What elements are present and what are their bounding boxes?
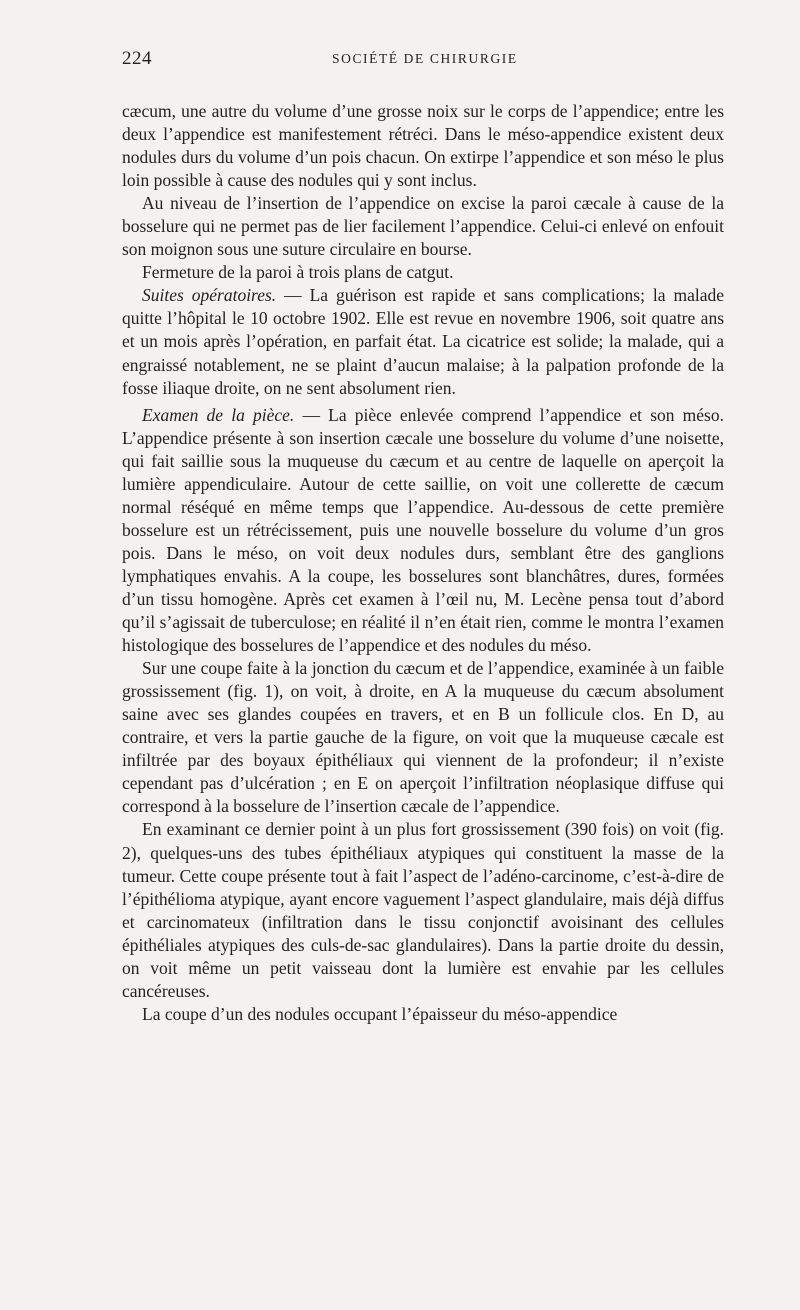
paragraph-suites-operatoires bbox=[122, 284, 724, 399]
paragraph: Sur une coupe faite à la jonction du cæcum et de l’appendice, examinée à un faible grossissement (fig. 1), on voit, à droite, en A la muqueuse du cæcum absolument saine avec ses glandes coupées en travers, et en B un follicule clos. En D, au contraire, et vers la partie gauche de la figure, on voit que la muqueuse cæcale est infiltrée par des boyaux épithéliaux qui viennent de la profondeur; il n’existe cependant pas d’ulcération ; en E on aperçoit l’infiltration néoplasique diffuse qui correspond à la bosselure de l’insertion cæcale de l’appendice. bbox=[122, 658, 724, 817]
page-number: 224 bbox=[122, 48, 152, 69]
paragraph-text: — La pièce enlevée comprend l’appendice et son méso. L’appendice présente à son insertion cæcale une bosselure du volume d’une noisette, qui fait saillie sous la muqueuse du cæcum et au centre de laquelle on aperçoit la lumière appendiculaire. Autour de cette saillie, on voit une collerette de cæcum normal réséqué en même temps que l’appendice. Au-dessous de cette première bosselure est un rétrécissement, puis une nouvelle bosselure du volume d’un gros pois. Dans le méso, on voit deux nodules durs, semblant être des ganglions lymphatiques envahis. A la coupe, les bosselures sont blanchâtres, dures, formées d’un tissu homogène. Après cet examen à l’œil nu, M. Lecène pensa tout d’abord qu’il s’agissait de tuberculose; en réalité il n’en était rien, comme le montra l’examen histologique des bosselures de l’appendice et des nodules du méso. bbox=[122, 404, 724, 656]
paragraph-text: — La guérison est rapide et sans complications; la malade quitte l’hôpital le 10 octobre 1902. Elle est revue en novembre 1906, soit quatre ans et un mois après l’opération, en parfait état. La cicatrice est solide; la malade, qui a engraissé notablement, ne se plaint d’aucun malaise; à la palpation profonde de la fosse iliaque droite, on ne sent absolument rien. bbox=[122, 285, 724, 398]
running-title: SOCIÉTÉ DE CHIRURGIE bbox=[332, 51, 518, 66]
paragraph-continued: cæcum, une autre du volume d’une grosse noix sur le corps de l’appendice; entre les deux l’appendice est manifestement rétréci. Dans le méso-appendice existent deux nodules durs du volume d’un pois chacun. On extirpe l’appendice et son méso le plus loin possible à cause des nodules qui y sont inclus. bbox=[122, 101, 724, 191]
paragraph-examen-de-la-piece bbox=[122, 404, 724, 658]
paragraph: Fermeture de la paroi à trois plans de catgut. bbox=[142, 262, 454, 283]
section-lead: Suites opératoires. bbox=[142, 285, 277, 306]
section-lead: Examen de la pièce. bbox=[142, 404, 295, 425]
body-text bbox=[122, 100, 724, 1026]
paragraph: La coupe d’un des nodules occupant l’épaisseur du méso-appendice bbox=[142, 1003, 618, 1024]
paragraph: En examinant ce dernier point à un plus fort grossissement (390 fois) on voit (fig. 2), quelques-uns des tubes épithéliaux atypiques qui constituent la masse de la tumeur. Cette coupe présente tout à fait l’aspect de l’adéno-carcinome, c’est-à-dire de l’épithélioma atypique, ayant encore vaguement l’aspect glandulaire, mais déjà diffus et carcinomateux (infiltration dans le tissu conjonctif avoisinant des cellules épithéliales atypiques des culs-de-sac glandulaires). Dans la partie droite du dessin, on voit même un petit vaisseau dont la lumière est envahie par les cellules cancéreuses. bbox=[122, 819, 724, 1001]
running-head bbox=[122, 48, 724, 72]
paragraph: Au niveau de l’insertion de l’appendice on excise la paroi cæcale à cause de la bosselure qui ne permet pas de lier facilement l’appendice. Celui-ci enlevé on enfouit son moignon sous une suture circulaire en bourse. bbox=[122, 193, 724, 260]
